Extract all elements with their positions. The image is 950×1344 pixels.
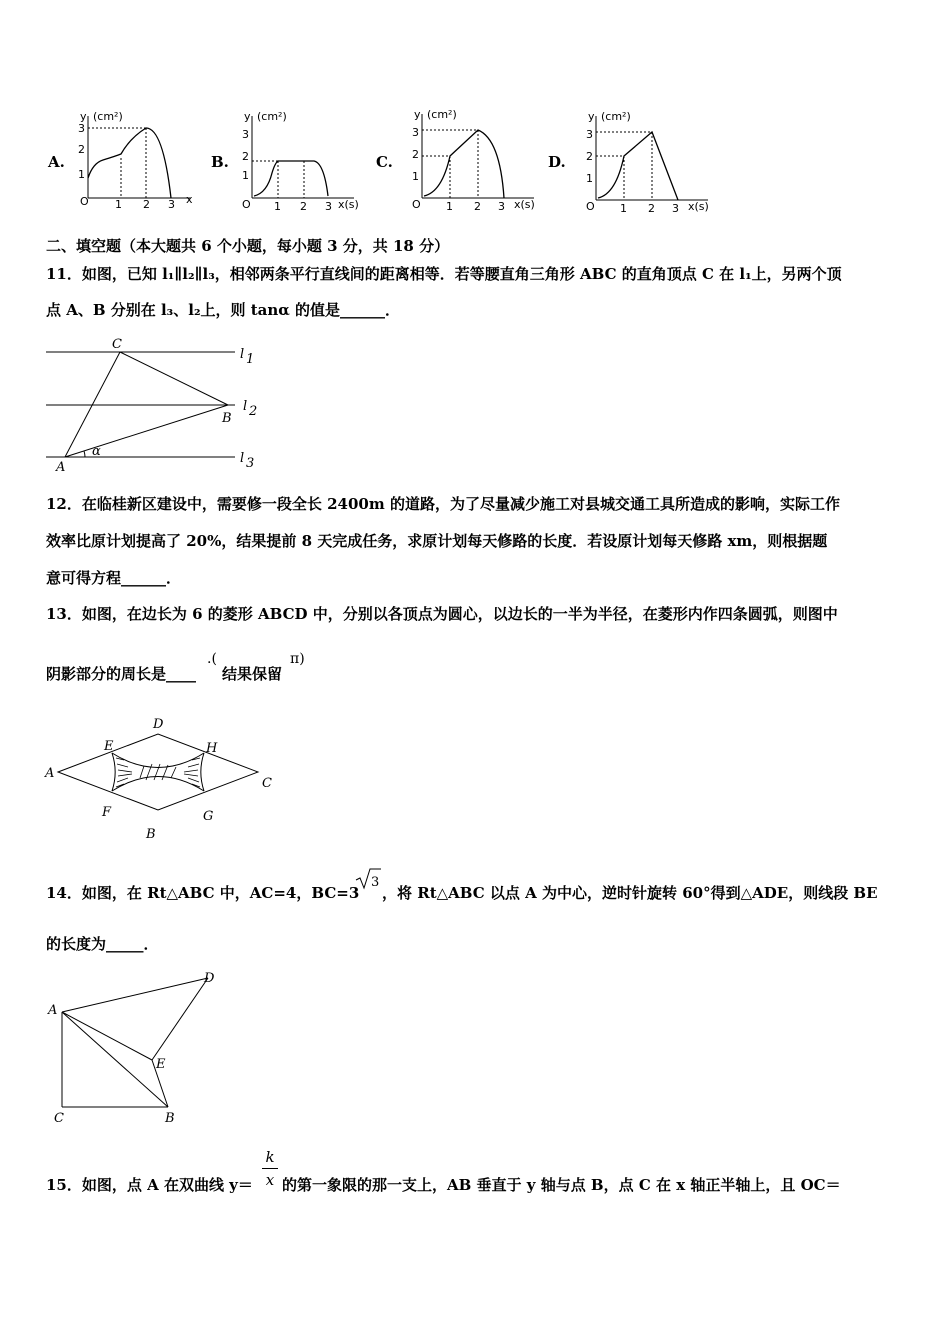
q11-line2: 点 A、B 分别在 l₃、l₂上，则 tanα 的值是______． — [46, 301, 401, 319]
q13-label-g: G — [203, 809, 214, 824]
q15-fraction-bar — [262, 1168, 278, 1169]
option-c-xtick-1: 1 — [446, 200, 453, 213]
option-c-xlabel: x(s) — [514, 198, 535, 211]
q11-label-l1: l — [240, 347, 245, 362]
option-d-xtick-2: 2 — [648, 202, 655, 215]
q13-line2a: 阴影部分的周长是____ — [46, 665, 197, 683]
option-b-xlabel: x(s) — [338, 198, 359, 211]
q13-label-e: E — [104, 739, 114, 754]
option-d-unit: (cm²) — [601, 110, 631, 123]
q12-line3: 意可得方程______． — [46, 569, 182, 587]
q14-sqrt-value: 3 — [371, 875, 380, 890]
option-c-letter: C. — [376, 153, 393, 171]
q14-line2: 的长度为_____． — [46, 935, 159, 953]
option-a-ytick-2: 2 — [78, 143, 85, 156]
option-a-letter: A. — [48, 153, 65, 171]
q14-sqrt — [354, 866, 382, 892]
q11-label-l2-sub: 2 — [249, 404, 258, 419]
option-d-ytick-2: 2 — [586, 150, 593, 163]
q11-figure — [40, 330, 270, 475]
q14-line1b: ，将 Rt△ABC 以点 A 为中心，逆时针旋转 60°得到△ADE，则线段 BE — [382, 884, 878, 902]
option-b-ytick-3: 3 — [242, 128, 249, 141]
option-c-ytick-2: 2 — [412, 148, 419, 161]
q11-label-c: C — [112, 337, 122, 352]
q14-label-a: A — [48, 1003, 58, 1018]
q14-label-e: E — [156, 1057, 166, 1072]
q15-line1b: 的第一象限的那一支上，AB 垂直于 y 轴与点 B，点 C 在 x 轴正半轴上，且 OC＝ — [282, 1176, 841, 1194]
q11-label-l3-sub: 3 — [246, 456, 255, 471]
option-c-origin: O — [412, 198, 421, 211]
option-a-ytick-1: 1 — [78, 168, 85, 181]
q11-label-a: A — [56, 460, 66, 475]
option-d-origin: O — [586, 200, 595, 213]
option-a-origin: O — [80, 195, 89, 208]
option-a-xtick-3: 3 — [168, 198, 175, 211]
option-d-xtick-1: 1 — [620, 202, 627, 215]
option-a-xtick-1: 1 — [115, 198, 122, 211]
q14-figure — [40, 962, 230, 1127]
option-c-graph — [402, 104, 542, 214]
q14-label-b: B — [165, 1111, 175, 1126]
option-d-xlabel: x(s) — [688, 200, 709, 213]
option-d-letter: D. — [548, 153, 566, 171]
q14-label-c: C — [54, 1111, 64, 1126]
option-b-unit: (cm²) — [257, 110, 287, 123]
q11-label-l3: l — [240, 451, 245, 466]
option-a-xlabel: x — [186, 193, 193, 206]
option-d-ylabel: y — [588, 110, 595, 123]
q15-fraction-den: x — [265, 1171, 275, 1189]
q13-label-a: A — [45, 766, 55, 781]
option-c-ytick-1: 1 — [412, 170, 419, 183]
option-c-ytick-3: 3 — [412, 126, 419, 139]
q15-fraction-num: k — [265, 1148, 275, 1166]
option-b-letter: B. — [211, 153, 229, 171]
option-c-xtick-3: 3 — [498, 200, 505, 213]
q13-line2c: 结果保留 — [222, 665, 283, 683]
q13-label-h: H — [206, 741, 218, 756]
q11-line1: 11．如图，已知 l₁∥l₂∥l₃，相邻两条平行直线间的距离相等．若等腰直角三角形 ABC 的直角顶点 C 在 l₁上，另两个顶 — [46, 265, 842, 283]
option-b-ytick-2: 2 — [242, 150, 249, 163]
option-a-unit: (cm²) — [93, 110, 123, 123]
q13-label-c: C — [262, 776, 272, 791]
q13-figure — [40, 712, 280, 842]
option-a-xtick-2: 2 — [143, 198, 150, 211]
option-b-ytick-1: 1 — [242, 169, 249, 182]
option-c-unit: (cm²) — [427, 108, 457, 121]
q11-label-b: B — [222, 411, 232, 426]
q14-label-d: D — [204, 971, 215, 986]
q11-label-l2: l — [243, 399, 248, 414]
q12-line1: 12．在临桂新区建设中，需要修一段全长 2400m 的道路，为了尽量减少施工对县城交通工具所造成的影响，实际工作 — [46, 495, 840, 513]
option-c-ylabel: y — [414, 108, 421, 121]
q13-line2d: π) — [290, 651, 305, 667]
q15-fraction — [262, 1148, 278, 1189]
q11-label-l1-sub: 1 — [246, 352, 255, 367]
q13-label-f: F — [102, 805, 112, 820]
option-d-ytick-1: 1 — [586, 172, 593, 185]
option-d-ytick-3: 3 — [586, 128, 593, 141]
q14-line1a: 14．如图，在 Rt△ABC 中，AC=4，BC=3 — [46, 884, 360, 902]
option-c-xtick-2: 2 — [474, 200, 481, 213]
option-b-xtick-1: 1 — [274, 200, 281, 213]
q13-line2b: .( — [207, 651, 217, 667]
q13-line1: 13．如图，在边长为 6 的菱形 ABCD 中，分别以各顶点为圆心，以边长的一半为半径，在菱形内作四条圆弧，则图中 — [46, 605, 838, 623]
option-b-xtick-2: 2 — [300, 200, 307, 213]
option-a-ytick-3: 3 — [78, 122, 85, 135]
q15-line1a: 15．如图，点 A 在双曲线 y＝ — [46, 1176, 253, 1194]
option-d-xtick-3: 3 — [672, 202, 679, 215]
section-title: 二、填空题（本大题共 6 个小题，每小题 3 分，共 18 分） — [46, 237, 450, 255]
option-b-graph — [232, 108, 362, 213]
option-b-xtick-3: 3 — [325, 200, 332, 213]
option-a-graph — [68, 108, 198, 213]
q13-label-d: D — [153, 717, 164, 732]
option-a-ylabel: y — [80, 110, 87, 123]
q12-line2: 效率比原计划提高了 20%，结果提前 8 天完成任务，求原计划每天修路的长度．若设原计划每天修路 xm，则根据题 — [46, 532, 828, 550]
option-d-graph — [576, 106, 716, 216]
q11-label-alpha: α — [92, 444, 101, 459]
option-b-origin: O — [242, 198, 251, 211]
option-b-ylabel: y — [244, 110, 251, 123]
q13-label-b: B — [146, 827, 156, 842]
